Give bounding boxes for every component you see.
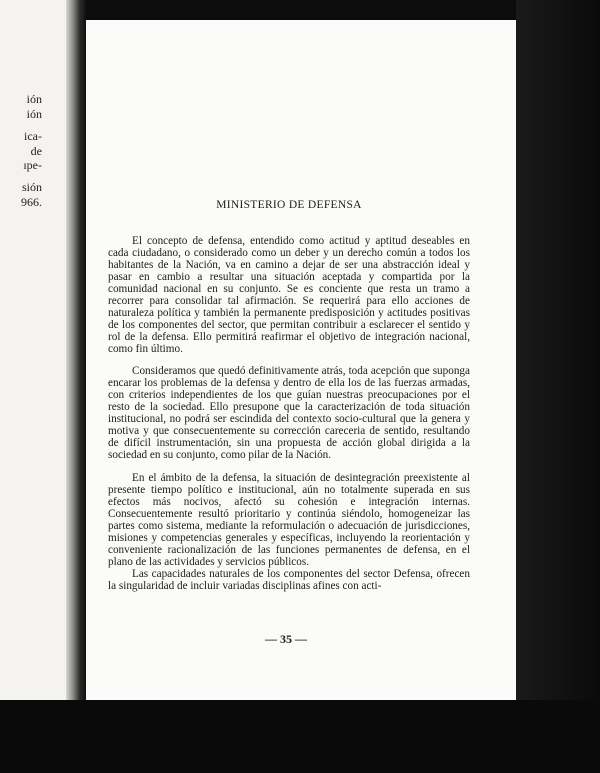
left-page-fragment: sión <box>21 180 42 194</box>
left-page-fragment: ión <box>26 92 42 106</box>
paragraph: El concepto de defensa, entendido como actitud y aptitud deseables en cada ciudadano, o considerado como un deber y un derecho común a todos los habitantes de la Nación, va en camino a dejar de ser una abstracción ideal y pasar en cambio a resultar una situación aceptada y compartida por la comunidad nacional en su conjunto. Se es conciente que resta un tramo a recorrer para consolidar tal afirmación. Se requerirá para ello acciones de naturaleza política y también la permanente predisposición y actitudes positivas de los componentes del sector, que permitan contribuir a esclarecer el sentido y rol de la defensa. Ello permitirá reafirmar el objetivo de integración nacional, como fin último. <box>108 234 470 355</box>
book-gutter-shadow <box>66 0 86 710</box>
scanner-background-bottom <box>0 700 600 773</box>
left-page-fragment: de <box>30 144 42 158</box>
paragraph: Consideramos que quedó definitivamente atrás, toda acepción que suponga encarar los problemas de la defensa y dentro de ella los de las fuerzas armadas, con criterios independientes de los que guían nuestras preocupaciones por el resto de la sociedad. Ello presupone que la caracterización de toda situación institucional, no podrá ser escindida del contexto socio-cultural que la genera y motiva y que consecuentemente su corrección careceria de sentido, resultando de difícil instrumentación, sin una propuesta de acción global dirigida a la sociedad en su conjunto, como pilar de la Nación. <box>108 365 470 462</box>
scanner-background-right <box>516 0 600 773</box>
paragraph: En el ámbito de la defensa, la situación de desintegración preexistente al presente tiempo político e institucional, aún no totalmente superada en sus efectos más nocivos, afectó su cohesión e integración internas. Consecuentemente resultó prioritario y continúa siéndolo, homogeneizar las partes como sistema, mediante la reformulación o adecuación de jurisdicciones, misiones y competencias generales y específicas, incluyendo la reorientación y conveniente racionalización de las funciones permanentes de defensa, en el plano de las actividades y servicios públicos. <box>108 472 470 568</box>
left-page-fragment: ıpe- <box>23 158 42 172</box>
page-heading: MINISTERIO DE DEFENSA <box>216 199 362 211</box>
left-page-fragment: ión <box>26 107 42 121</box>
left-page-fragment: ica- <box>24 129 42 143</box>
left-page-fragment: 966. <box>21 195 42 209</box>
page-text-block <box>108 200 470 593</box>
page-number: — 35 — <box>265 632 307 646</box>
paragraph: Las capacidades naturales de los componentes del sector Defensa, ofrecen la singularidad de incluir variadas disciplinas afines con acti- <box>108 567 470 592</box>
